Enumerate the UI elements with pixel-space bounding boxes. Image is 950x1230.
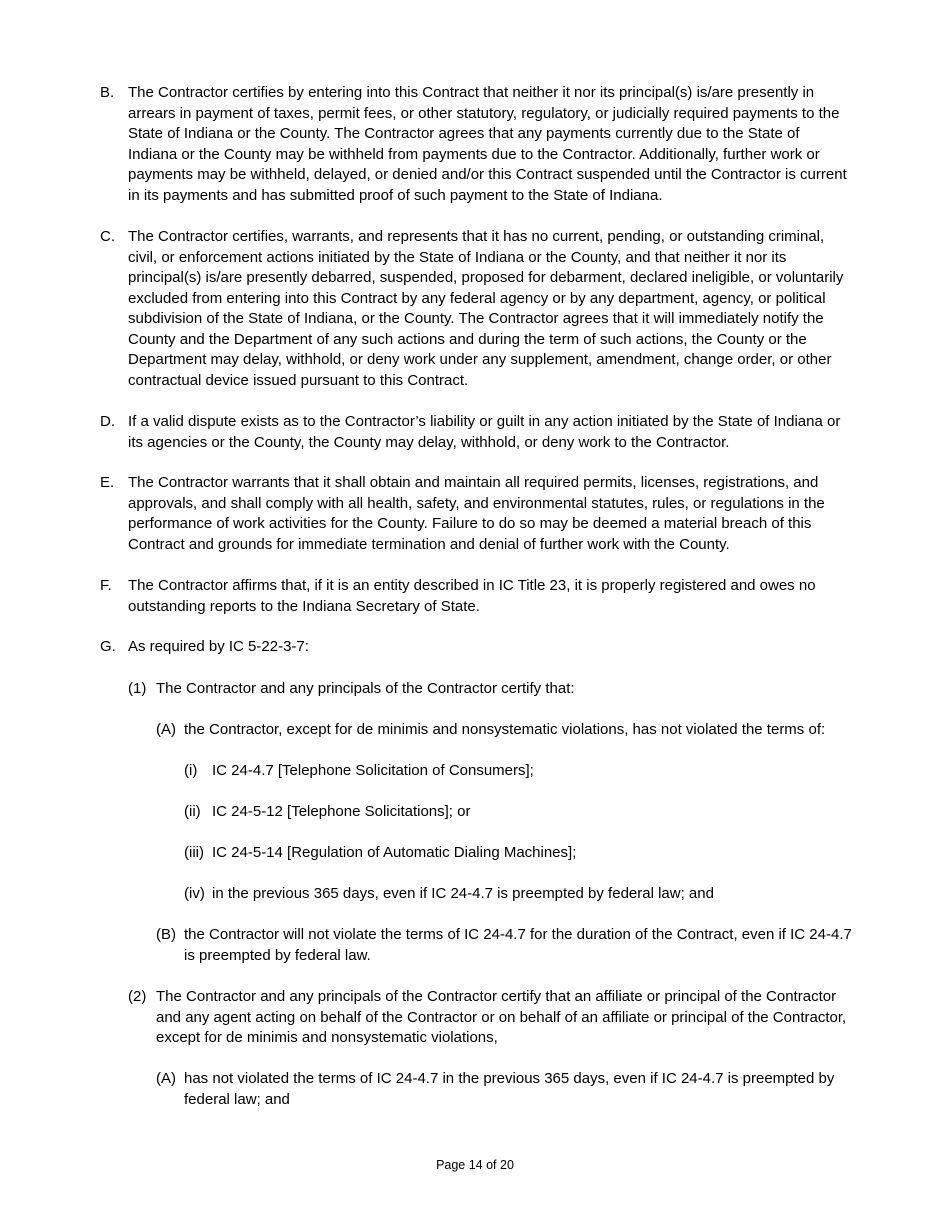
clause-text: IC 24-5-12 [Telephone Solicitations]; or	[212, 803, 471, 820]
clause-label: F.	[100, 577, 112, 594]
clause-label: (1)	[128, 680, 147, 697]
clause-text: IC 24-4.7 [Telephone Solicitation of Consumers];	[212, 762, 534, 779]
clause-g-1-a-iv	[184, 884, 852, 905]
clause-label: (A)	[156, 1070, 176, 1087]
clause-label: (i)	[184, 762, 198, 779]
clause-text: The Contractor certifies, warrants, and represents that it has no current, pending, or outstanding criminal, civil, or enforcement actions initiated by the State of Indiana or the County, and that neither it nor its principal(s) is/are presently debarred, suspended, proposed for debarment, declared ineligible, or voluntarily excluded from entering into this Contract by any federal agency or by any department, agency, or political subdivision of the State of Indiana, or the County. The Contractor agrees that it will immediately notify the County and the Department of any such actions and during the term of such actions, the County or the Department may delay, withhold, or deny work under any supplement, amendment, change order, or other contractual device issued pursuant to this Contract.	[128, 228, 844, 389]
clause-label: (B)	[156, 926, 176, 943]
clause-label: (ii)	[184, 803, 201, 820]
clause-g-1-a-iii	[184, 843, 852, 864]
clause-c	[100, 227, 852, 391]
clause-g-2-a	[156, 1069, 852, 1110]
clause-text: As required by IC 5-22-3-7:	[128, 638, 309, 655]
clause-label: (iii)	[184, 844, 204, 861]
clause-g-1-a-i	[184, 761, 852, 782]
clause-text: has not violated the terms of IC 24-4.7 in the previous 365 days, even if IC 24-4.7 is preempted by federal law; and	[184, 1070, 835, 1108]
clause-text: IC 24-5-14 [Regulation of Automatic Dialing Machines];	[212, 844, 577, 861]
clause-d	[100, 412, 852, 453]
clause-g-1-a	[156, 720, 852, 741]
clause-g-1-b	[156, 925, 852, 966]
clause-text: The Contractor warrants that it shall obtain and maintain all required permits, licenses, registrations, and approvals, and shall comply with all health, safety, and environmental statutes, rules, or regulations in the performance of work activities for the County. Failure to do so may be deemed a material breach of this Contract and grounds for immediate termination and denial of further work with the County.	[128, 474, 825, 553]
clause-text: The Contractor affirms that, if it is an entity described in IC Title 23, it is properly registered and owes no outstanding reports to the Indiana Secretary of State.	[128, 577, 816, 615]
clause-label: (iv)	[184, 885, 205, 902]
clause-label: D.	[100, 413, 115, 430]
clause-label: E.	[100, 474, 115, 491]
clause-label: (2)	[128, 988, 147, 1005]
clause-label: (A)	[156, 721, 176, 738]
clause-label: B.	[100, 84, 115, 101]
clause-text: The Contractor and any principals of the Contractor certify that an affiliate or principal of the Contractor and any agent acting on behalf of the Contractor or on behalf of an affiliate or principal of the Contractor, except for de minimis and nonsystematic violations,	[156, 988, 847, 1046]
clause-f	[100, 576, 852, 617]
clause-g-1-a-ii	[184, 802, 852, 823]
clause-g-2	[128, 987, 852, 1049]
page-number-footer: Page 14 of 20	[436, 1158, 514, 1172]
clause-e	[100, 473, 852, 555]
clause-text: The Contractor certifies by entering into this Contract that neither it nor its principal(s) is/are presently in arrears in payment of taxes, permit fees, or other statutory, regulatory, or judicially required payments to the State of Indiana or the County. The Contractor agrees that any payments currently due to the State of Indiana or the County may be withheld from payments due to the Contractor. Additionally, further work or payments may be withheld, delayed, or denied and/or this Contract suspended until the Contractor is current in its payments and has submitted proof of such payment to the State of Indiana.	[128, 84, 847, 204]
clause-text: The Contractor and any principals of the Contractor certify that:	[156, 680, 575, 697]
clause-label: G.	[100, 638, 116, 655]
clause-b	[100, 83, 852, 206]
clause-text: the Contractor, except for de minimis and nonsystematic violations, has not violated the terms of:	[184, 721, 826, 738]
clause-g	[100, 637, 852, 658]
clause-label: C.	[100, 228, 115, 245]
clause-g-1	[128, 679, 852, 700]
clause-text: in the previous 365 days, even if IC 24-4.7 is preempted by federal law; and	[212, 885, 714, 902]
clause-text: If a valid dispute exists as to the Contractor’s liability or guilt in any action initiated by the State of Indiana or its agencies or the County, the County may delay, withhold, or deny work to the Contractor.	[128, 413, 841, 451]
clause-text: the Contractor will not violate the terms of IC 24-4.7 for the duration of the Contract, even if IC 24-4.7 is preempted by federal law.	[184, 926, 852, 964]
